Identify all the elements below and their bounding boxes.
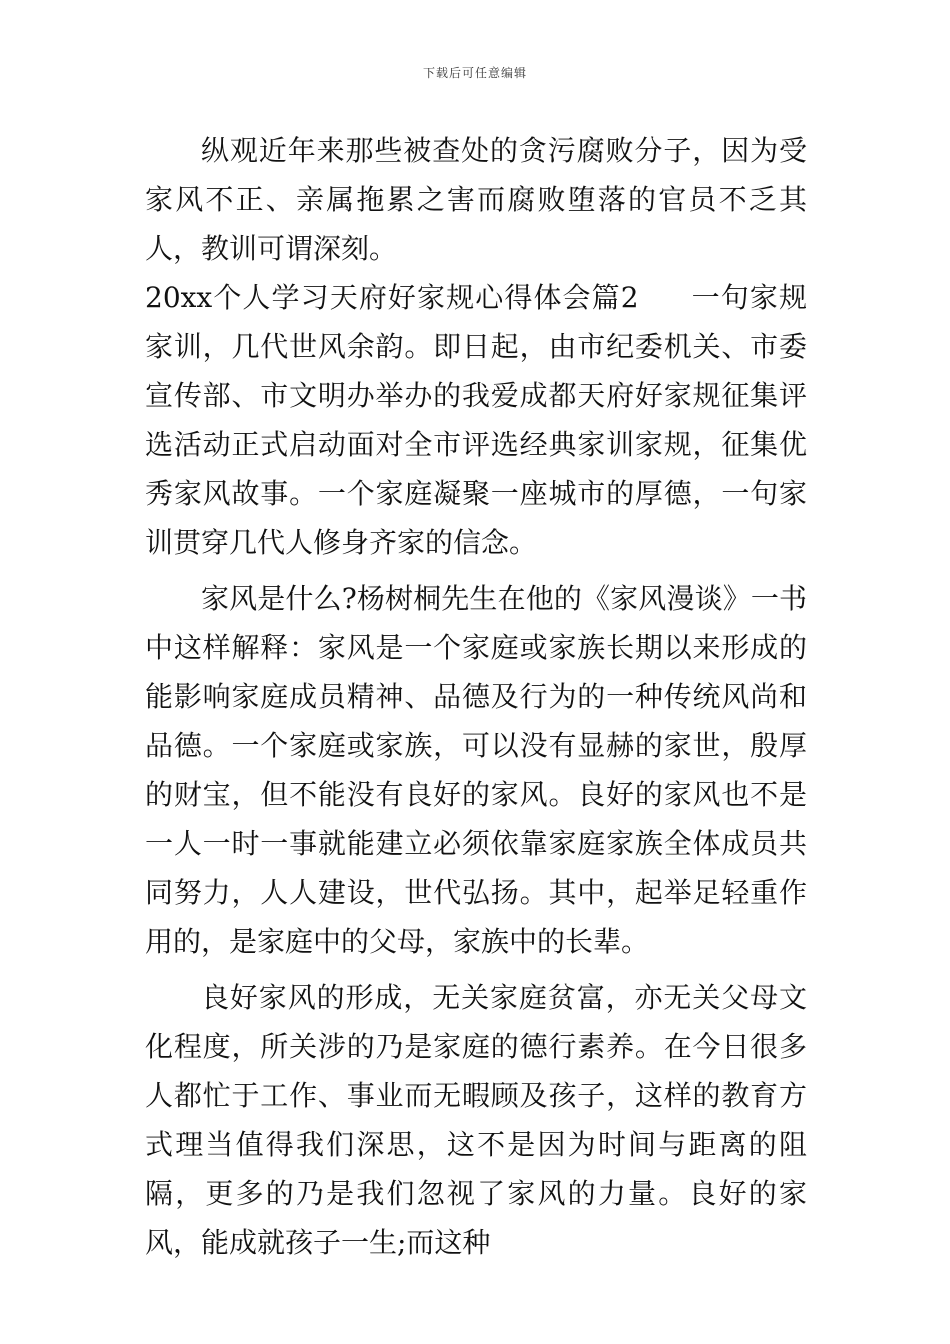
paragraph-2-text: 一句家规家训，几代世风余韵。即日起，由市纪委机关、市委宣传部、市文明办举办的我爱成都天府好家规征集评选活动正式启动面对全市评选经典家训家规，征集优秀家风故事。一个家庭凝聚一座城市的厚德，一句家训贯穿几代人修身齐家的信念。 <box>145 281 807 559</box>
paragraph-3: 家风是什么?杨树桐先生在他的《家风漫谈》一书中这样解释：家风是一个家庭或家族长期以来形成的能影响家庭成员精神、品德及行为的一种传统风尚和品德。一个家庭或家族，可以没有显赫的家世，殷厚的财宝，但不能没有良好的家风。良好的家风也不是一人一时一事就能建立必须依靠家庭家族全体成员共同努力，人人建设，世代弘扬。其中，起举足轻重作用的，是家庭中的父母，家族中的长辈。 <box>145 582 807 958</box>
section-heading: 20xx个人学习天府好家规心得体会篇2 <box>145 281 639 314</box>
document-body <box>145 126 807 1267</box>
page-header: 下载后可任意编辑 <box>422 66 527 80</box>
paragraph-1: 纵观近年来那些被查处的贪污腐败分子，因为受家风不正、亲属拖累之害而腐败堕落的官员不乏其人，教训可谓深刻。 <box>145 134 807 265</box>
paragraph-2 <box>145 273 807 567</box>
paragraph-4: 良好家风的形成，无关家庭贫富，亦无关父母文化程度，所关涉的乃是家庭的德行素养。在今日很多人都忙于工作、事业而无暇顾及孩子，这样的教育方式理当值得我们深思，这不是因为时间与距离的阻隔，更多的乃是我们忽视了家风的力量。良好的家风，能成就孩子一生;而这种 <box>145 981 807 1259</box>
